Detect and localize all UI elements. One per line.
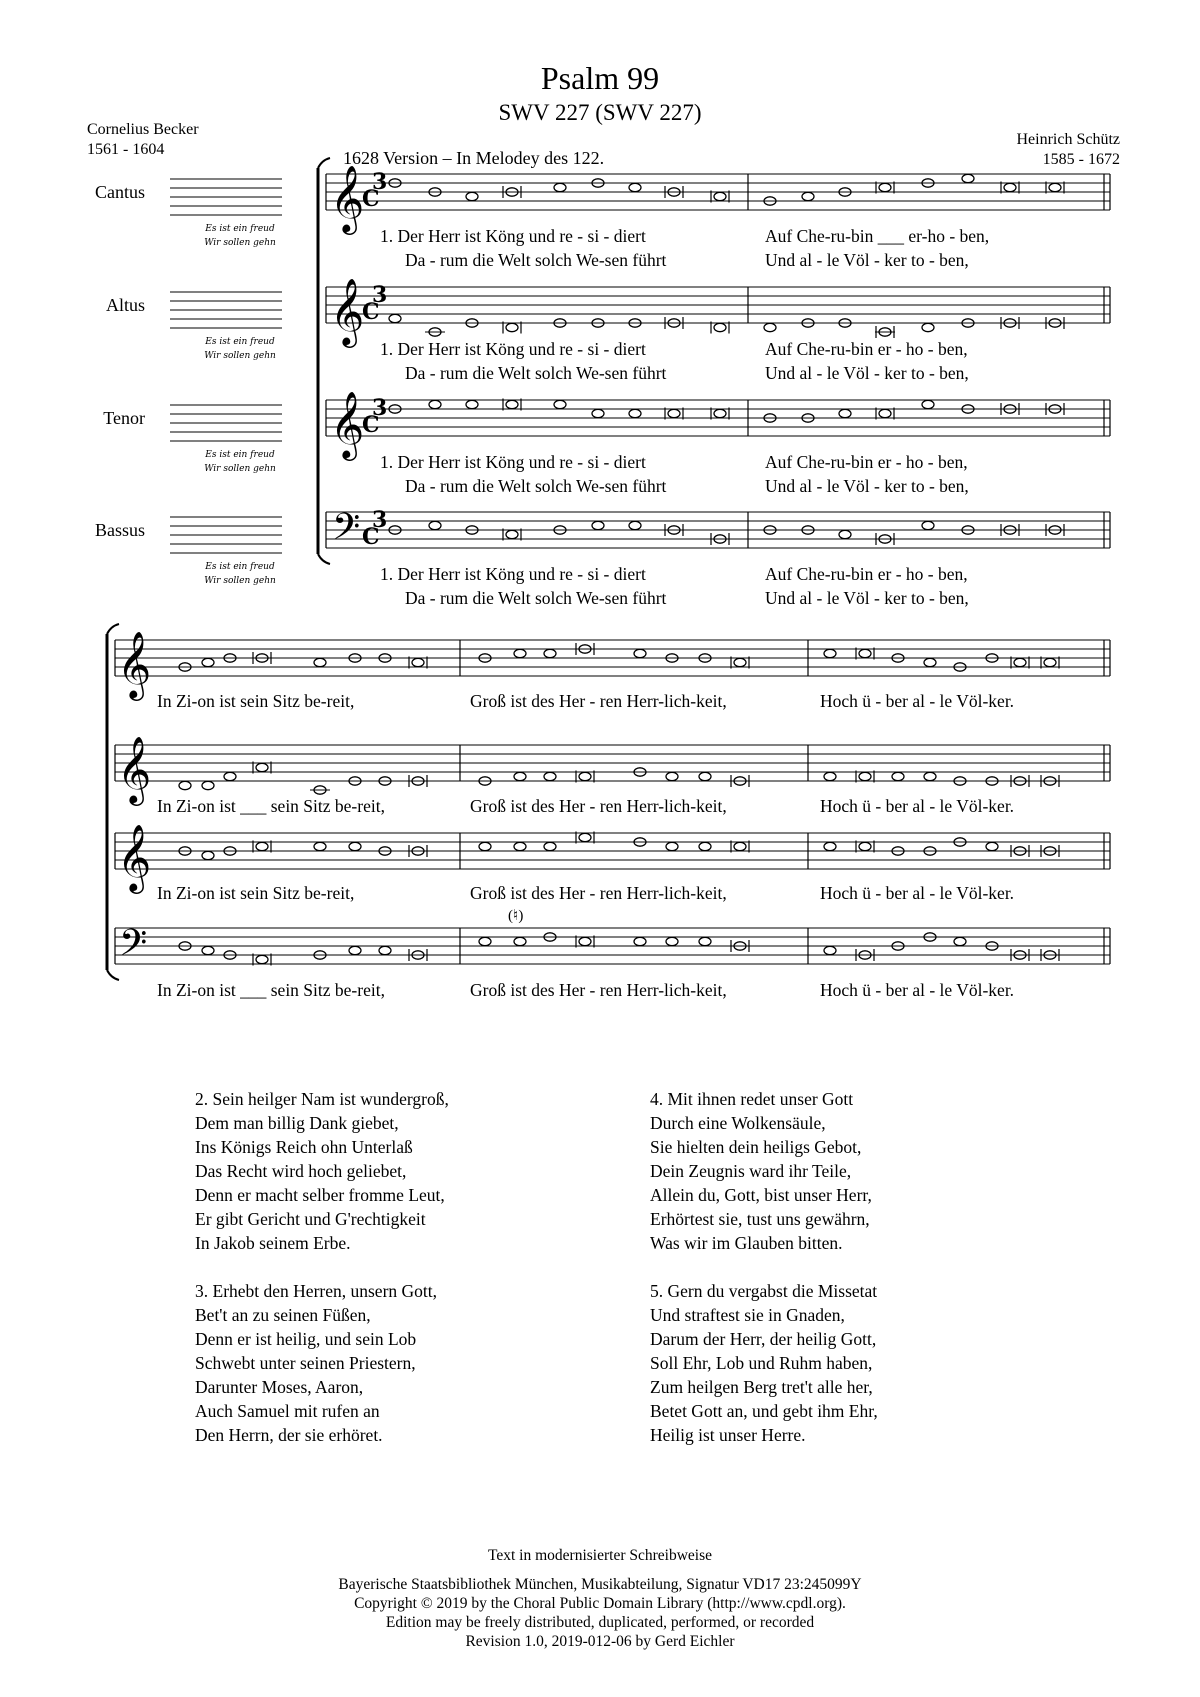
lyric-s2-tenor-b: Groß ist des Her - ren Herr-lich-keit,	[470, 883, 727, 903]
note-altus-s2	[544, 772, 556, 780]
note-cantus-s2	[1014, 658, 1026, 666]
stanza-3: 3. Erhebt den Herren, unsern Gott, Bet't an zu seinen Füßen, Denn er ist heilig, und sein Lob Schwebt unter seinen Priestern, Darunter Moses, Aaron, Auch Samuel mit rufen an Den Herrn, der sie erhöret.	[195, 1281, 438, 1445]
lyric-altus-v1-a: 1. Der Herr ist Köng und re - si - diert	[380, 339, 646, 359]
treble-clef: 𝄞	[117, 823, 152, 891]
note-altus-s2	[579, 772, 591, 780]
note-altus-s2	[699, 772, 711, 780]
lyric-altus-v2-b: Und al - le Völ - ker to - ben,	[765, 363, 969, 383]
incipit-text-altus: Es ist ein freud Wir sollen gehn	[204, 337, 276, 361]
note-bassus-s2	[349, 946, 361, 954]
note-altus-s2	[859, 772, 871, 780]
note-cantus-s2	[412, 658, 424, 666]
note-bassus-s2	[379, 946, 391, 954]
incipit-text-bassus: Es ist ein freud Wir sollen gehn	[204, 562, 276, 586]
treble-clef: 𝄞	[330, 164, 365, 232]
note-cantus	[1049, 183, 1061, 191]
lyric-cantus-v1-a: 1. Der Herr ist Köng und re - si - diert	[380, 226, 646, 246]
lyric-cantus-v1-b: Auf Che-ru-bin ___ er-ho - ben,	[765, 226, 990, 246]
lyric-tenor-v1-b: Auf Che-ru-bin er - ho - ben,	[765, 452, 968, 472]
lyric-cantus-v2-a: Da - rum die Welt solch We-sen führt	[405, 250, 667, 270]
note-cantus	[714, 192, 726, 200]
lyric-s2-bassus-b: Groß ist des Her - ren Herr-lich-keit,	[470, 980, 727, 1000]
note-cantus-s2	[859, 649, 871, 657]
lyric-s2-cantus-b: Groß ist des Her - ren Herr-lich-keit,	[470, 691, 727, 711]
note-bassus	[506, 530, 518, 538]
voice-name-cantus: Cantus	[94, 182, 145, 202]
note-tenor-s2	[544, 842, 556, 850]
note-tenor	[668, 409, 680, 417]
note-altus-s2	[514, 772, 526, 780]
stanzas-left-column	[195, 1087, 449, 1471]
note-altus	[764, 323, 776, 331]
page-title: Psalm 99	[540, 60, 660, 96]
note-cantus-s2	[734, 658, 746, 666]
note-tenor-s2	[699, 842, 711, 850]
note-cantus-s2	[544, 649, 556, 657]
note-tenor-s2	[666, 842, 678, 850]
lyric-s2-altus-a: In Zi-on ist ___ sein Sitz be-reit,	[157, 796, 385, 816]
note-cantus	[466, 192, 478, 200]
note-tenor	[922, 400, 934, 408]
incipit-text-cantus: Es ist ein freud Wir sollen gehn	[204, 224, 276, 248]
lyric-bassus-v1-b: Auf Che-ru-bin er - ho - ben,	[765, 564, 968, 584]
metre-number: 3	[372, 507, 388, 533]
note-altus-s2	[179, 781, 191, 789]
note-tenor	[839, 409, 851, 417]
note-bassus	[629, 521, 641, 529]
note-tenor-s2	[314, 842, 326, 850]
note-bassus	[592, 521, 604, 529]
note-cantus	[629, 183, 641, 191]
metre-sign: C	[362, 524, 380, 550]
note-tenor-s2	[514, 842, 526, 850]
note-cantus	[962, 174, 974, 182]
note-bassus-s2	[824, 946, 836, 954]
note-bassus-s2	[579, 937, 591, 945]
note-tenor-s2	[349, 842, 361, 850]
note-cantus-s2	[924, 658, 936, 666]
lyric-bassus-v2-b: Und al - le Völ - ker to - ben,	[765, 588, 969, 608]
note-altus-s2	[924, 772, 936, 780]
treble-clef: 𝄞	[330, 277, 365, 345]
lyric-s2-tenor-c: Hoch ü - ber al - le Völ-ker.	[820, 883, 1015, 903]
note-bassus-s2	[479, 937, 491, 945]
lyric-tenor-v1-a: 1. Der Herr ist Köng und re - si - diert	[380, 452, 646, 472]
treble-clef: 𝄞	[117, 630, 152, 698]
lyric-bassus-v1-a: 1. Der Herr ist Köng und re - si - diert	[380, 564, 646, 584]
lyric-s2-bassus-c: Hoch ü - ber al - le Völ-ker.	[820, 980, 1015, 1000]
footer-note: Text in modernisierter Schreibweise	[487, 1547, 713, 1564]
note-tenor-s2	[824, 842, 836, 850]
note-bassus-s2	[666, 937, 678, 945]
note-cantus	[802, 192, 814, 200]
note-cantus-s2	[824, 649, 836, 657]
note-altus-s2	[224, 772, 236, 780]
metre-sign: C	[362, 299, 380, 325]
note-tenor	[429, 400, 441, 408]
note-tenor-s2	[256, 842, 268, 850]
note-cantus-s2	[202, 658, 214, 666]
note-tenor-s2	[859, 842, 871, 850]
lyric-s2-altus-b: Groß ist des Her - ren Herr-lich-keit,	[470, 796, 727, 816]
note-cantus-s2	[514, 649, 526, 657]
note-tenor	[592, 409, 604, 417]
voice-name-bassus: Bassus	[94, 520, 145, 540]
note-altus-s2	[256, 763, 268, 771]
note-altus	[389, 314, 401, 322]
bass-clef: 𝄢	[119, 922, 148, 973]
poet-dates: 1561 - 1604	[87, 141, 165, 158]
note-bassus-s2	[954, 937, 966, 945]
incipit-text-tenor: Es ist ein freud Wir sollen gehn	[204, 450, 276, 474]
note-altus	[506, 323, 518, 331]
lyric-altus-v1-b: Auf Che-ru-bin er - ho - ben,	[765, 339, 968, 359]
note-cantus-s2	[634, 649, 646, 657]
note-cantus	[554, 183, 566, 191]
editorial-natural-mark: (♮)	[508, 908, 524, 924]
note-tenor	[714, 409, 726, 417]
metre-number: 3	[372, 282, 388, 308]
note-tenor	[554, 400, 566, 408]
lyric-s2-cantus-c: Hoch ü - ber al - le Völ-ker.	[820, 691, 1015, 711]
note-tenor-s2	[479, 842, 491, 850]
metre-number: 3	[372, 169, 388, 195]
note-bassus-s2	[256, 955, 268, 963]
note-bassus	[922, 521, 934, 529]
footer-license: Edition may be freely distributed, duplicated, performed, or recorded	[385, 1614, 815, 1631]
lyric-bassus-v2-a: Da - rum die Welt solch We-sen führt	[405, 588, 667, 608]
lyric-s2-bassus-a: In Zi-on ist ___ sein Sitz be-reit,	[157, 980, 385, 1000]
note-tenor	[466, 400, 478, 408]
note-tenor-s2	[734, 842, 746, 850]
page-subtitle: SWV 227 (SWV 227)	[498, 100, 702, 125]
note-altus-s2	[824, 772, 836, 780]
note-cantus-s2	[1044, 658, 1056, 666]
lyric-altus-v2-a: Da - rum die Welt solch We-sen führt	[405, 363, 667, 383]
note-altus-s2	[202, 781, 214, 789]
note-cantus	[1004, 183, 1016, 191]
stanzas-right-column	[650, 1087, 878, 1471]
version-note: 1628 Version – In Melodey des 122.	[343, 148, 605, 168]
note-bassus-s2	[514, 937, 526, 945]
note-tenor-s2	[579, 833, 591, 841]
note-cantus-s2	[314, 658, 326, 666]
metre-number: 3	[372, 395, 388, 421]
stanza-4: 4. Mit ihnen redet unser Gott Durch eine Wolkensäule, Sie hielten dein heiligs Gebot, Dein Zeugnis ward ihr Teile, Allein du, Gott, bist unser Herr, Erhörtest sie, tust uns gewährn, Was wir im Glauben bitten.	[650, 1089, 872, 1253]
note-tenor-s2	[986, 842, 998, 850]
note-tenor	[506, 400, 518, 408]
note-altus-s2	[666, 772, 678, 780]
lyric-s2-altus-c: Hoch ü - ber al - le Völ-ker.	[820, 796, 1015, 816]
treble-clef: 𝄞	[330, 390, 365, 458]
metre-sign: C	[362, 412, 380, 438]
note-tenor-s2	[202, 851, 214, 859]
voice-name-tenor: Tenor	[103, 408, 145, 428]
system-bracket-hook	[318, 554, 330, 564]
bass-clef: 𝄢	[332, 506, 361, 557]
voice-name-altus: Altus	[105, 295, 145, 315]
note-tenor	[629, 409, 641, 417]
note-tenor	[879, 409, 891, 417]
footer	[0, 1546, 1200, 1651]
lyric-cantus-v2-b: Und al - le Völ - ker to - ben,	[765, 250, 969, 270]
stanza-5: 5. Gern du vergabst die Missetat Und straftest sie in Gnaden, Darum der Herr, der heilig Gott, Soll Ehr, Lob und Ruhm haben, Zum heilgen Berg tret't alle her, Betet Gott an, und gebt ihm Ehr, Heilig ist unser Herre.	[650, 1281, 878, 1445]
note-bassus-s2	[699, 937, 711, 945]
note-bassus	[429, 521, 441, 529]
system-bracket-hook	[107, 970, 119, 980]
stanza-2: 2. Sein heilger Nam ist wundergroß, Dem man billig Dank giebet, Ins Königs Reich ohn Unterlaß Das Recht wird hoch geliebet, Denn er macht selber fromme Leut, Er gibt Gericht und G'rechtigkeit In Jakob seinem Erbe.	[195, 1089, 449, 1253]
treble-clef: 𝄞	[117, 735, 152, 803]
note-altus	[922, 323, 934, 331]
lyric-s2-cantus-a: In Zi-on ist sein Sitz be-reit,	[157, 691, 355, 711]
note-bassus	[839, 530, 851, 538]
note-altus-s2	[892, 772, 904, 780]
note-cantus	[879, 183, 891, 191]
system-bracket-hook	[318, 158, 330, 168]
lyric-tenor-v2-b: Und al - le Völ - ker to - ben,	[765, 476, 969, 496]
footer-source: Bayerische Staatsbibliothek München, Musikabteilung, Signatur VD17 23:245099Y	[338, 1576, 862, 1593]
note-altus	[714, 323, 726, 331]
footer-copyright: Copyright © 2019 by the Choral Public Domain Library (http://www.cpdl.org).	[354, 1595, 846, 1612]
note-bassus-s2	[634, 937, 646, 945]
composer-name: Heinrich Schütz	[1016, 131, 1120, 148]
lyric-tenor-v2-a: Da - rum die Welt solch We-sen führt	[405, 476, 667, 496]
composer-dates: 1585 - 1672	[1042, 151, 1120, 168]
footer-revision: Revision 1.0, 2019-012-06 by Gerd Eichler	[465, 1633, 735, 1650]
poet-name: Cornelius Becker	[87, 121, 199, 138]
metre-sign: C	[362, 186, 380, 212]
note-bassus-s2	[202, 946, 214, 954]
lyric-s2-tenor-a: In Zi-on ist sein Sitz be-reit,	[157, 883, 355, 903]
